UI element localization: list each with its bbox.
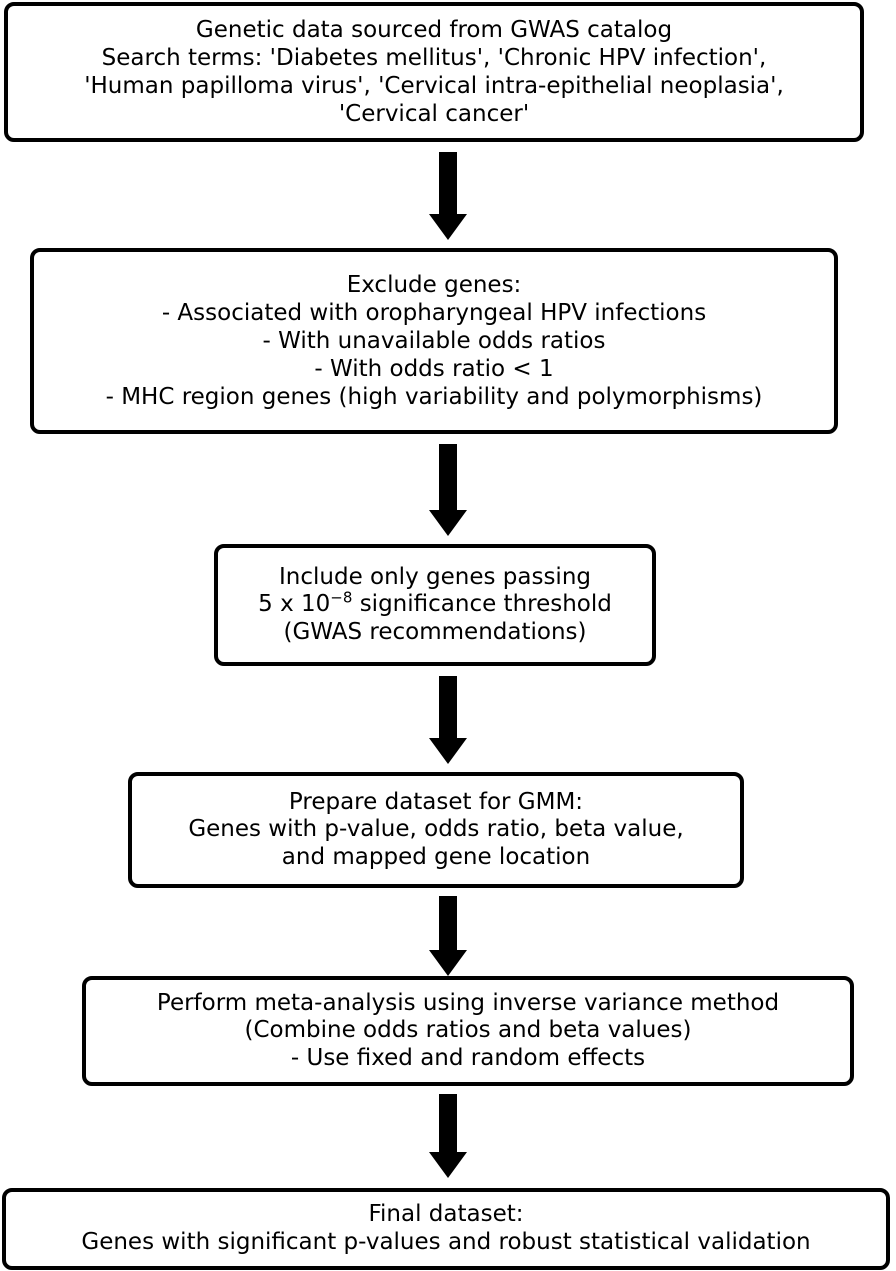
node-prepare-dataset-line-2: Genes with p-value, odds ratio, beta value, (188, 816, 684, 843)
node-prepare-dataset-line-3: and mapped gene location (281, 843, 591, 870)
arrow-source-to-exclude (429, 152, 467, 240)
arrow-shaft (439, 676, 457, 738)
node-data-source-line-4: 'Cervical cancer' (338, 101, 530, 128)
node-exclude-genes (30, 248, 838, 434)
node-include-threshold-line-1: Include only genes passing (279, 563, 591, 590)
node-data-source-line-2: Search terms: 'Diabetes mellitus', 'Chronic HPV infection', (101, 44, 767, 71)
arrow-head (429, 214, 467, 240)
node-meta-analysis-line-3: - Use fixed and random effects (290, 1044, 646, 1071)
arrow-include-to-prepare (429, 676, 467, 764)
arrow-meta-to-final (429, 1094, 467, 1178)
node-data-source-line-1: Genetic data sourced from GWAS catalog (195, 16, 673, 43)
node-data-source-line-3: 'Human papilloma virus', 'Cervical intra-epithelial neoplasia', (84, 73, 784, 99)
node-exclude-genes-line-4: - With odds ratio < 1 (314, 356, 554, 383)
node-meta-analysis-line-1: Perform meta-analysis using inverse variance method (156, 989, 780, 1016)
arrow-head (429, 510, 467, 536)
node-final-dataset-line-2: Genes with significant p-values and robust statistical validation (81, 1229, 811, 1255)
node-include-threshold-line-2: 5 x $10^{-8}$ significance threshold (258, 588, 612, 618)
arrow-exclude-to-include (429, 444, 467, 536)
arrow-head (429, 1152, 467, 1178)
arrow-shaft (439, 444, 457, 510)
node-prepare-dataset (128, 772, 744, 888)
node-exclude-genes-line-1: Exclude genes: (346, 271, 522, 298)
arrow-shaft (439, 152, 457, 214)
node-meta-analysis-line-2: (Combine odds ratios and beta values) (244, 1017, 692, 1044)
arrow-shaft (439, 1094, 457, 1152)
arrow-prepare-to-meta (429, 896, 467, 976)
node-prepare-dataset-line-1: Prepare dataset for GMM: (288, 788, 584, 815)
node-exclude-genes-line-5: - MHC region genes (high variability and polymorphisms) (105, 384, 763, 411)
node-exclude-genes-line-3: - With unavailable odds ratios (262, 327, 606, 354)
arrow-shaft (439, 896, 457, 950)
node-include-threshold-line-3: (GWAS recommendations) (283, 618, 587, 645)
arrow-head (429, 738, 467, 764)
node-final-dataset (2, 1188, 890, 1270)
node-data-source (4, 2, 864, 142)
node-meta-analysis (82, 976, 854, 1086)
node-include-threshold (214, 544, 656, 666)
arrow-head (429, 950, 467, 976)
node-exclude-genes-line-2: - Associated with oropharyngeal HPV infections (161, 299, 707, 326)
node-final-dataset-line-1: Final dataset: (368, 1201, 524, 1228)
